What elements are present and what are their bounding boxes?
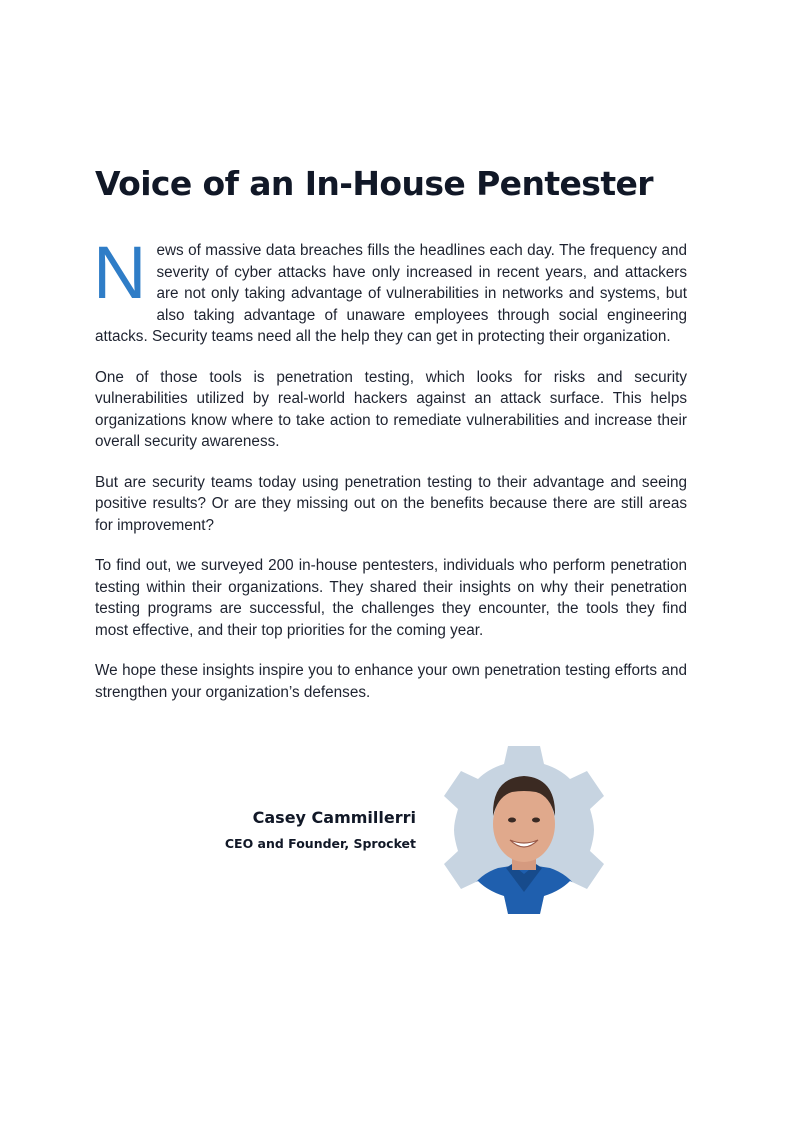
article-body	[93, 231, 687, 722]
page-title: Voice of an In-House Pentester	[95, 164, 653, 203]
paragraph-3: But are security teams today using penetration testing to their advantage and seeing positive results? Or are they missing out on the benefits because there are still areas for improvement?	[95, 473, 687, 534]
paragraph-2: One of those tools is penetration testing, which looks for risks and security vulnerabilities utilized by real-world hackers against an attack surface. This helps organizations know where to take action to remediate vulnerabilities and increase their overall security awareness.	[95, 368, 687, 450]
author-portrait	[440, 746, 608, 914]
drop-cap: N	[93, 231, 147, 314]
paragraph-4: To find out, we surveyed 200 in-house pentesters, individuals who perform penetration testing within their organizations. They shared their insights on why their penetration testing programs are successful, the challenges they encounter, the tools they find most effective, and their top priorities for the coming year.	[95, 557, 687, 639]
author-name: Casey Cammillerri	[252, 808, 416, 827]
intro-text: ews of massive data breaches fills the headlines each day. The frequency and severity of cyber attacks have only increased in recent years, and attackers are not only taking advantage of vulnerabilities in networks and systems, but also taking advantage of unaware employees through social engineering attacks. Security teams need all the help they can get in protecting their organization.	[95, 242, 687, 345]
paragraph-5: We hope these insights inspire you to enhance your own penetration testing efforts and strengthen your organization’s defenses.	[95, 662, 687, 701]
author-role: CEO and Founder, Sprocket	[224, 836, 416, 851]
intro-paragraph	[93, 231, 687, 348]
